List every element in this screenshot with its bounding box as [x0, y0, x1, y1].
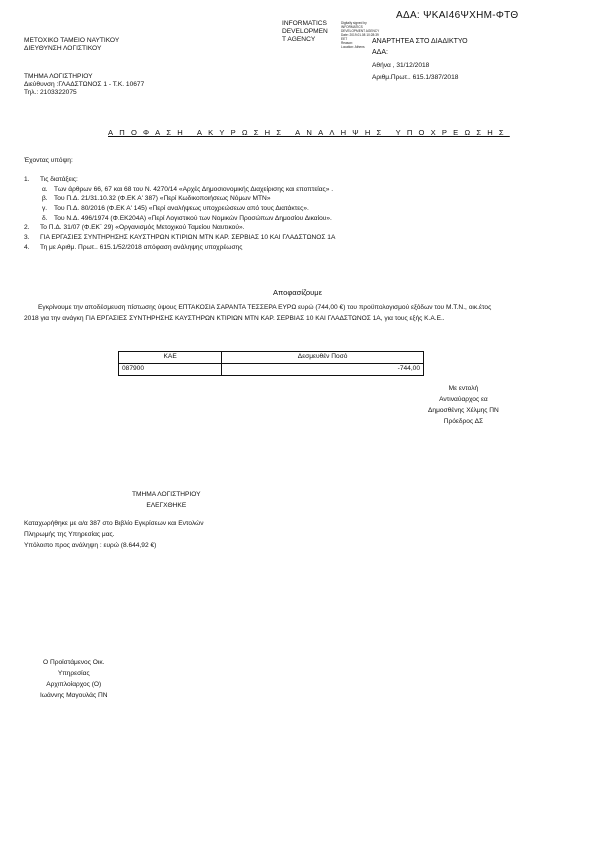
signature-detail-line: Date: 2019.01.08 10:28:39: [341, 33, 379, 37]
department-line: ΤΜΗΜΑ ΛΟΓΙΣΤΗΡΙΟΥ: [24, 73, 93, 80]
note-line: Πληρωμής της Υπηρεσίας μας.: [24, 530, 115, 538]
signoff-line: Ο Προϊστάμενος Οικ.: [43, 659, 105, 666]
amount-cell: -744,00: [222, 364, 424, 376]
provision-subitem: [24, 215, 544, 225]
provision-number: 1.: [24, 176, 30, 183]
registration-notes: [24, 519, 204, 552]
internet-posting-label: ΑΝΑΡΤΗΤΕΑ ΣΤΟ ΔΙΑΔΙΚΤΥΟ: [372, 38, 468, 45]
check-line: ΕΛΕΓΧΘΗΚΕ: [146, 501, 187, 509]
signoff-line: Υπηρεσίας: [57, 669, 90, 677]
subitem-letter: δ.: [42, 214, 48, 222]
kae-cell: 087900: [119, 364, 222, 376]
note-line: Καταχωρήθηκε με α/α 387 στο Βιβλίο Εγκρίσεων και Εντολών: [24, 520, 204, 527]
department-block: [24, 73, 144, 98]
authorizing-signatory: [428, 384, 499, 428]
signatory-line: Με εντολή: [448, 385, 479, 392]
department-line: Τηλ.: 2103322075: [24, 89, 77, 97]
subitem-text: Του Π.Δ. 21/31.10.32 (Φ.ΕΚ Α' 387) «Περί Κωδικοποιήσεως Νόμων ΜΤΝ»: [54, 195, 271, 203]
signoff-line: Αρχιπλοίαρχος (Ο): [46, 680, 102, 688]
provision-item: [24, 244, 544, 254]
signature-detail-line: Location: Athens: [341, 45, 365, 49]
signoff-line: Ιωάννης Μαγουλάς ΠΝ: [40, 691, 108, 699]
accounting-check-block: [132, 490, 201, 511]
decision-heading: Αποφασίζουμε: [272, 288, 323, 297]
ada-label: ΑΔΑ:: [372, 49, 388, 56]
subitem-text: Των άρθρων 66, 67 και 68 του Ν. 4270/14 «Αρχές Δημοσιονομικής Διαχείρισης και εποπτείας» .: [54, 185, 334, 193]
provision-subitem: [24, 195, 544, 205]
signatory-line: Πρόεδρος ΔΣ: [443, 417, 484, 425]
provision-text: Τις διατάξεις:: [40, 176, 78, 183]
signature-detail-line: EET: [341, 37, 348, 41]
provision-subitem: [24, 186, 544, 196]
place-date: Αθήνα , 31/12/2018: [372, 62, 430, 69]
stamp-line: INFORMATICS: [282, 20, 327, 27]
provision-item: [24, 224, 544, 234]
stamp-line: T AGENCY: [282, 35, 316, 43]
subitem-text: Του Ν.Δ. 496/1974 (Φ.ΕΚ204Α) «Περί Λογιστικού των Νομικών Προσώπων Δημοσίου Δικαίου».: [54, 214, 332, 222]
note-line: Υπόλοιπο προς ανάληψη : ευρώ (8.644,92 €): [24, 541, 157, 549]
signatory-line: Αντιναύαρχος εα: [439, 395, 488, 403]
signatory-line: Δημοσθένης Χέλμης ΠΝ: [428, 406, 499, 414]
having-in-mind: Έχοντας υπόψη:: [24, 157, 73, 164]
provision-item: [24, 176, 544, 186]
financial-head-signatory: [40, 658, 107, 702]
signature-stamp: [282, 20, 328, 44]
signature-detail-line: Reason:: [341, 41, 353, 45]
subitem-letter: γ.: [42, 205, 48, 213]
kae-column-header: ΚΑΕ: [119, 352, 222, 364]
provision-text: ΓΙΑ ΕΡΓΑΣΙΕΣ ΣΥΝΤΗΡΗΣΗΣ ΚΑΥΣΤΗΡΩΝ ΚΤΙΡΙΩΝ ΜΤΝ ΚΑΡ. ΣΕΡΒΙΑΣ 10 ΚΑΙ ΓΛΑΔΣΤΩΝΟΣ 1Α: [40, 234, 336, 242]
ada-code: ΑΔΑ: ΨΚΑΙ46ΨΧΗΜ-ΦΤΘ: [396, 10, 519, 21]
table-row: [119, 364, 424, 376]
protocol-number: Αριθμ.Πρωτ.. 615.1/387/2018: [372, 74, 459, 81]
stamp-line: DEVELOPMEN: [282, 27, 328, 35]
kae-table: [118, 351, 424, 376]
department-line: Διεύθυνση :ΓΛΑΔΣΤΩΝΟΣ 1 - Τ.Κ. 10677: [24, 81, 145, 89]
subitem-letter: β.: [42, 195, 48, 203]
subitem-text: Του Π.Δ. 80/2016 (Φ.ΕΚ Α' 145) «Περί αναλήψεως υποχρεώσεων από τους Διατάκτες».: [54, 205, 309, 213]
provisions-list: [24, 176, 544, 254]
decision-paragraph: Εγκρίνουμε την αποδέσμευση πίστωσης ύψους ΕΠΤΑΚΟΣΙΑ ΣΑΡΑΝΤΑ ΤΕΣΣΕΡΑ ΕΥΡΩ ευρώ (744,00 €) του προϋπολογισμού εξόδων του Μ.Τ.Ν., οικ.έτος 2018 για την ανάγκη ΓΙΑ ΕΡΓΑΣΙΕΣ ΣΥΝΤΗΡΗΣΗΣ ΚΑΥΣΤΗΡΩΝ ΚΤΙΡΙΩΝ ΜΤΝ ΚΑΡ. ΣΕΡΒΙΑΣ 10 ΚΑΙ ΓΛΑΔΣΤΩΝΟΣ 1Α, για τους εξής Κ.Α.Ε..: [24, 304, 492, 322]
provision-number: 2.: [24, 224, 30, 232]
issuer-line: ΜΕΤΟΧΙΚΟ ΤΑΜΕΙΟ ΝΑΥΤΙΚΟΥ: [24, 37, 120, 44]
provision-number: 3.: [24, 234, 30, 242]
table-header-row: [119, 352, 424, 364]
check-line: ΤΜΗΜΑ ΛΟΓΙΣΤΗΡΙΟΥ: [132, 491, 201, 498]
issuer-line: ΔΙΕΥΘΥΝΣΗ ΛΟΓΙΣΤΙΚΟΥ: [24, 45, 102, 53]
provision-text: Τη με Αριθμ. Πρωτ.. 615.1/52/2018 απόφαση ανάληψης υποχρέωσης: [40, 243, 243, 251]
amount-column-header: Δεσμευθέν Ποσό: [222, 352, 424, 364]
signature-detail-line: DEVELOPMENT AGENCY: [341, 29, 380, 33]
issuer-block: [24, 37, 119, 53]
document-title: ΑΠΟΦΑΣΗ ΑΚΥΡΩΣΗΣ ΑΝΑΛΗΨΗΣ ΥΠΟΧΡΕΩΣΗΣ: [108, 128, 510, 137]
signature-detail-line: Digitally signed by: [341, 21, 367, 25]
provision-text: Το Π.Δ. 31/07 (Φ.ΕΚ΄ 29) «Οργανισμός Μετοχικού Ταμείου Ναυτικού».: [40, 224, 245, 232]
provision-subitem: [24, 205, 544, 215]
provision-item: [24, 234, 544, 244]
provision-number: 4.: [24, 243, 30, 251]
signature-detail-line: INFORMATICS: [341, 25, 363, 29]
subitem-letter: α.: [42, 185, 48, 193]
